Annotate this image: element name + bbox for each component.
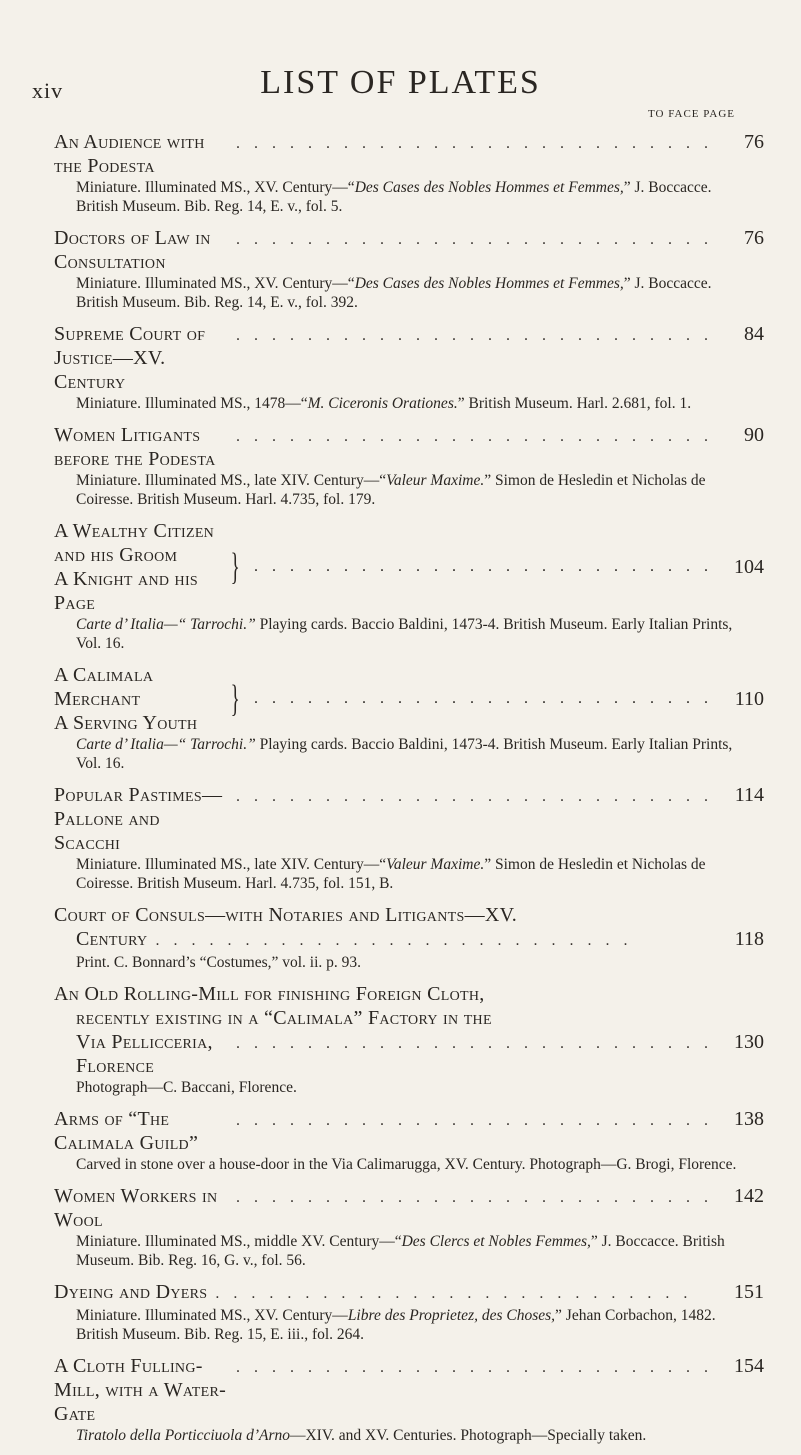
- plate-title: Dyeing and Dyers: [54, 1281, 208, 1303]
- leader-dots: ...........................: [236, 428, 722, 445]
- plate-page: 110: [734, 687, 764, 710]
- plate-entry: [54, 1280, 764, 1344]
- plate-page: 130: [734, 1031, 764, 1053]
- leader-dots: ...........................: [236, 1112, 722, 1129]
- plate-description: Miniature. Illuminated MS., late XIV. Century—“Valeur Maxime.” Simon de Hesledin et Nicholas de Coiresse. British Museum. Harl. 4.735, fol. 151, B.: [76, 856, 706, 892]
- page-number: xiv: [32, 78, 64, 103]
- plate-page: 76: [744, 227, 764, 249]
- plate-title: Arms of “The Calimala Guild”: [54, 1108, 199, 1154]
- plate-title: Women Workers in Wool: [54, 1185, 218, 1231]
- leader-dots: ...........................: [215, 1285, 702, 1302]
- plate-entry: [54, 423, 764, 509]
- plate-entry: [54, 322, 764, 413]
- plate-page: 114: [734, 784, 764, 806]
- plate-title: A Cloth Fulling-Mill, with a Water-Gate: [54, 1355, 227, 1425]
- plate-title: Women Litigants before the Podesta: [54, 424, 216, 470]
- leader-dots: ...........................: [236, 788, 722, 805]
- plate-entry: [54, 982, 764, 1097]
- column-heading: TO FACE PAGE: [648, 108, 735, 120]
- plate-description: Carte d’ Italia—“ Tarrochi.” Playing cards. Baccio Baldini, 1473-4. British Museum. Early Italian Prints, Vol. 16.: [76, 736, 733, 772]
- plate-page: 118: [734, 928, 764, 950]
- plate-entry: [54, 519, 764, 653]
- plate-page: 90: [744, 424, 764, 446]
- brace-glyph: }: [230, 678, 240, 720]
- leader-dots: ..........................: [254, 690, 722, 707]
- plate-page: 154: [734, 1355, 764, 1377]
- plate-description: Miniature. Illuminated MS., XV. Century—“Des Cases des Nobles Hommes et Femmes,” J. Boccacce. British Museum. Bib. Reg. 14, E. v., fol. 392.: [76, 275, 712, 311]
- plate-page: 142: [734, 1185, 764, 1207]
- plate-description: Print. C. Bonnard’s “Costumes,” vol. ii. p. 93.: [76, 954, 362, 971]
- plate-description: Carved in stone over a house-door in the Via Calimarugga, XV. Century. Photograph—G. Brogi, Florence.: [76, 1156, 737, 1173]
- plate-page: 104: [734, 555, 764, 578]
- plate-entry: [54, 903, 764, 972]
- plate-description: Carte d’ Italia—“ Tarrochi.” Playing cards. Baccio Baldini, 1473-4. British Museum. Early Italian Prints, Vol. 16.: [76, 616, 733, 652]
- running-head: LIST OF PLATES: [260, 64, 541, 101]
- plate-page: 76: [744, 131, 764, 153]
- plate-description: Miniature. Illuminated MS., 1478—“M. Ciceronis Orationes.” British Museum. Harl. 2.681, fol. 1.: [76, 395, 692, 412]
- plate-title: An Audience with the Podesta: [54, 131, 205, 177]
- plate-description: Miniature. Illuminated MS., middle XV. Century—“Des Clercs et Nobles Femmes,” J. Boccacce. British Museum. Bib. Reg. 16, G. v., fol. 56.: [76, 1233, 725, 1269]
- plate-entry: [54, 130, 764, 216]
- plate-page: 84: [744, 323, 764, 345]
- plate-title-continued: Century: [76, 928, 148, 950]
- leader-dots: ..........................: [254, 558, 722, 575]
- plate-description: Tiratolo della Porticciuola d’Arno—XIV. and XV. Centuries. Photograph—Specially taken.: [76, 1427, 647, 1444]
- plate-title: Popular Pastimes—Pallone and Scacchi: [54, 784, 223, 854]
- plate-entry: [54, 1354, 764, 1445]
- plate-title: A Wealthy Citizen and his Groom: [54, 520, 215, 566]
- plate-title: A Knight and his Page: [54, 568, 199, 614]
- plate-description: Miniature. Illuminated MS., XV. Century—Libre des Proprietez, des Choses,” Jehan Corbachon, 1482. British Museum. Bib. Reg. 15, E. iii., fol. 264.: [76, 1307, 716, 1343]
- plate-title-continued: recently existing in a “Calimala” Factory in the: [76, 1007, 492, 1029]
- plate-title: Doctors of Law in Consultation: [54, 227, 211, 273]
- plate-entry: [54, 783, 764, 893]
- plate-title: Court of Consuls—with Notaries and Litigants—XV.: [54, 904, 518, 926]
- leader-dots: ...........................: [236, 135, 722, 152]
- leader-dots: ...........................: [236, 327, 722, 344]
- plate-page: 151: [734, 1281, 764, 1303]
- plate-title: An Old Rolling-Mill for finishing Foreign Cloth,: [54, 983, 485, 1005]
- plate-entry: [54, 1184, 764, 1270]
- plate-entry: [54, 1107, 764, 1174]
- leader-dots: ...........................: [236, 1189, 722, 1206]
- plate-title: A Serving Youth: [54, 712, 198, 734]
- leader-dots: ...........................: [236, 1035, 722, 1052]
- plate-description: Miniature. Illuminated MS., late XIV. Century—“Valeur Maxime.” Simon de Hesledin et Nicholas de Coiresse. British Museum. Harl. 4.735, fol. 179.: [76, 472, 706, 508]
- plate-page: 138: [734, 1108, 764, 1130]
- plate-entry: [54, 663, 764, 773]
- plate-title: Supreme Court of Justice—XV. Century: [54, 323, 206, 393]
- plate-entry: [54, 226, 764, 312]
- plate-description: Miniature. Illuminated MS., XV. Century—“Des Cases des Nobles Hommes et Femmes,” J. Boccacce. British Museum. Bib. Reg. 14, E. v., fol. 5.: [76, 179, 712, 215]
- plates-list: [54, 130, 764, 1455]
- leader-dots: ...........................: [155, 932, 642, 949]
- plate-title-continued: Via Pellicceria, Florence: [76, 1031, 213, 1077]
- plate-title: A Calimala Merchant: [54, 664, 154, 710]
- plate-description: Photograph—C. Baccani, Florence.: [76, 1079, 297, 1096]
- leader-dots: ...........................: [236, 1359, 722, 1376]
- leader-dots: ...........................: [236, 231, 722, 248]
- brace-glyph: }: [230, 546, 240, 588]
